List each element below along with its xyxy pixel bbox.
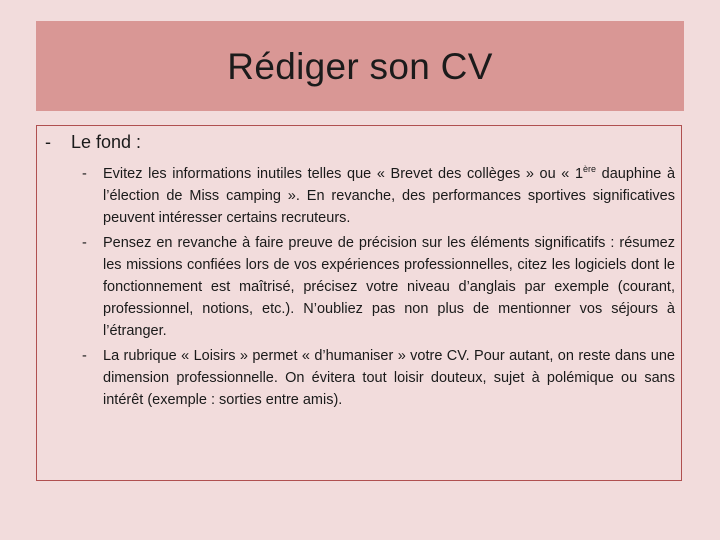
list-item-text: Pensez en revanche à faire preuve de précision sur les éléments significatifs : résumez les missions confiées lors de vos expériences professionnelles, citez les logiciels dont le fonctionnement est maîtrisé, précisez votre niveau d’anglais par exemple (courant, professionnel, notions, etc.). N’oubliez pas non plus de mentionner vos séjours à l’étranger.	[103, 235, 675, 339]
list-item-bullet: -	[82, 235, 87, 251]
title-banner	[36, 21, 684, 111]
content-box	[36, 125, 682, 481]
superscript: ère	[583, 164, 597, 174]
list-item	[67, 163, 675, 229]
list-item-text	[103, 163, 675, 229]
list-item	[67, 345, 675, 411]
list-item-text: La rubrique « Loisirs » permet « d’humaniser » votre CV. Pour autant, on reste dans une dimension professionnelle. On évitera tout loisir douteux, sujet à polémique ou sans intérêt (exemple : sorties entre amis).	[103, 348, 675, 408]
section-heading	[45, 132, 141, 153]
slide-title: Rédiger son CV	[227, 46, 493, 87]
list-item-text-part: Evitez les informations inutiles telles que « Brevet des collèges » ou « 1	[103, 166, 584, 182]
list-item	[67, 232, 675, 342]
section-label: Le fond :	[71, 132, 142, 152]
bullet-list	[67, 163, 675, 414]
list-item-bullet: -	[82, 348, 87, 364]
section-bullet: -	[45, 132, 51, 152]
list-item-text-part: dauphine à l’élection de Miss camping ». En revanche, des performances sportives significatives peuvent intéresser certains recruteurs.	[103, 166, 676, 226]
list-item-bullet: -	[82, 166, 87, 182]
